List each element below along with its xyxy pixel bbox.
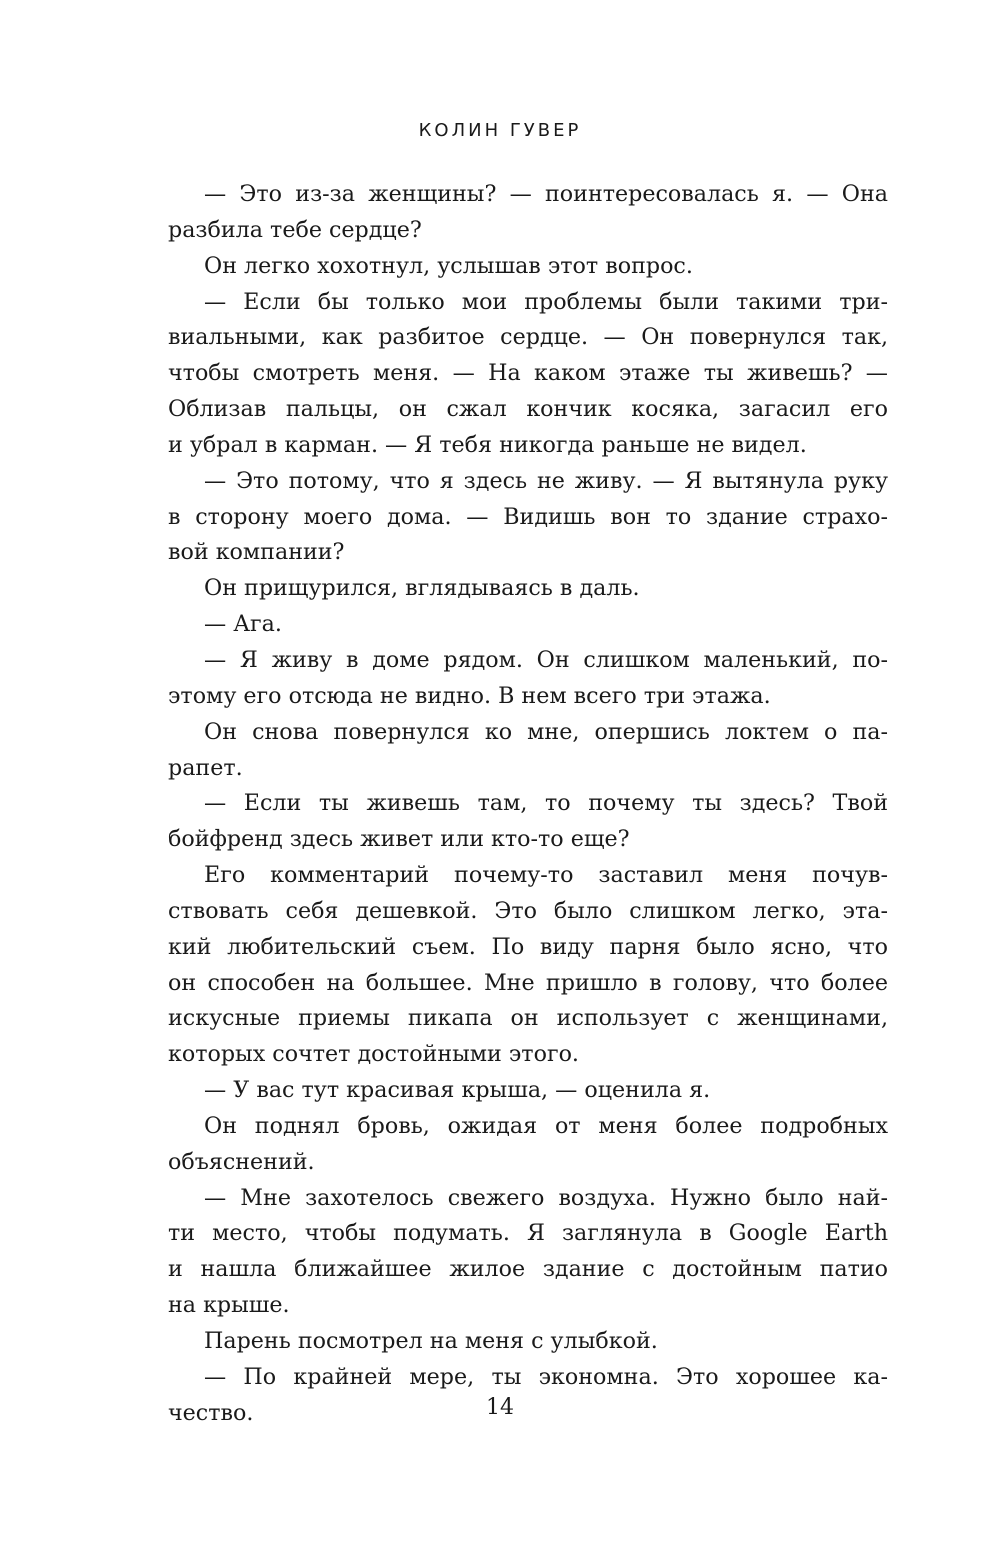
text-line: чество. — [168, 1399, 254, 1426]
text-line: ти место, чтобы подумать. Я заглянула в Google Earth — [168, 1220, 888, 1247]
text-line: разбила тебе сердце? — [168, 216, 422, 243]
text-line: — Если бы только мои проблемы были такими три- — [204, 288, 888, 315]
text-line: Парень посмотрел на меня с улыбкой. — [204, 1328, 658, 1354]
text-line: искусные приемы пикапа он использует с женщинами, — [168, 1005, 888, 1032]
text-line: Он прищурился, вглядываясь в даль. — [204, 575, 640, 602]
text-line: Он снова повернулся ко мне, опершись локтем о па- — [204, 718, 888, 745]
text-line: объяснений. — [168, 1148, 315, 1175]
text-line: кий любительский съем. По виду парня было ясно, что — [168, 933, 888, 960]
text-line: — По крайней мере, ты экономна. Это хорошее ка- — [204, 1363, 888, 1390]
text-line: — Я живу в доме рядом. Он слишком маленький, по- — [204, 646, 888, 673]
text-line: виальными, как разбитое сердце. — Он повернулся так, — [168, 324, 888, 351]
text-line: — У вас тут красивая крыша, — оценила я. — [204, 1077, 711, 1104]
text-line: бойфренд здесь живет или кто-то еще? — [168, 826, 630, 853]
text-line: Облизав пальцы, он сжал кончик косяка, загасил его — [168, 396, 888, 423]
text-line: — Ага. — [204, 611, 282, 638]
text-line: и убрал в карман. — Я тебя никогда раньше не видел. — [168, 431, 807, 458]
text-line: в сторону моего дома. — Видишь вон то здание страхо- — [168, 503, 888, 530]
body-text — [168, 177, 888, 1432]
text-line: — Мне захотелось свежего воздуха. Нужно было най- — [204, 1184, 888, 1211]
text-line: на крыше. — [168, 1292, 290, 1319]
text-line: этому его отсюда не видно. В нем всего три этажа. — [168, 682, 771, 709]
text-line: вой компании? — [168, 539, 345, 566]
text-line: — Это потому, что я здесь не живу. — Я вытянула руку — [204, 467, 888, 494]
text-line: чтобы смотреть меня. — На каком этаже ты живешь? — — [168, 360, 888, 387]
text-line: — Если ты живешь там, то почему ты здесь? Твой — [204, 790, 888, 817]
text-line: Его комментарий почему-то заставил меня почув- — [204, 862, 888, 889]
running-head-author: КОЛИН ГУВЕР — [418, 120, 582, 141]
text-line: ствовать себя дешевкой. Это было слишком легко, эта- — [168, 897, 888, 924]
text-line: и нашла ближайшее жилое здание с достойным патио — [168, 1256, 888, 1283]
page-number: 14 — [486, 1395, 514, 1420]
text-line: рапет. — [168, 754, 243, 781]
text-line: которых сочтет достойными этого. — [168, 1041, 579, 1068]
text-line: — Это из-за женщины? — поинтересовалась я. — Она — [204, 181, 888, 207]
text-line: он способен на большее. Мне пришло в голову, что более — [168, 969, 888, 996]
text-line: Он легко хохотнул, услышав этот вопрос. — [204, 252, 693, 279]
text-line: Он поднял бровь, ожидая от меня более подробных — [204, 1112, 888, 1139]
